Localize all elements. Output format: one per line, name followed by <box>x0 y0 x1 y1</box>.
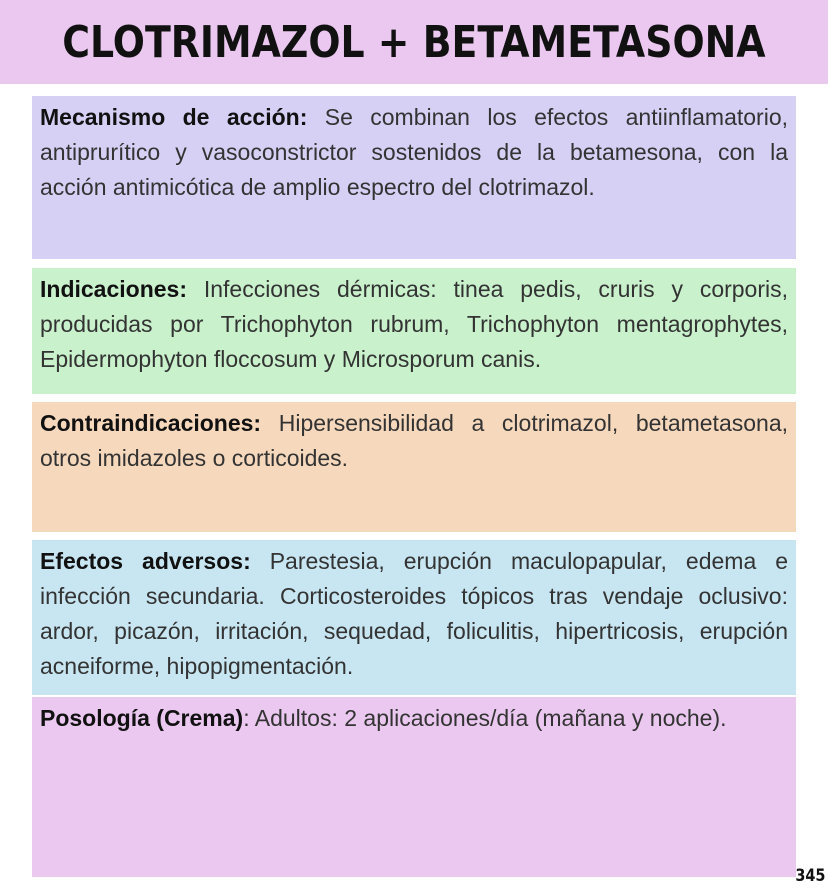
title-banner <box>0 0 828 84</box>
page-title: CLOTRIMAZOL + BETAMETASONA <box>62 16 766 68</box>
section-efectos-adversos <box>32 540 796 695</box>
section-body-contraindicaciones: Hipersensibilidad a clotrimazol, betametasona, otros imidazoles o corticoides. <box>40 410 789 471</box>
section-heading-mecanismo: Mecanismo de acción: <box>40 104 308 130</box>
section-heading-posologia: Posología (Crema) <box>40 705 244 731</box>
section-indicaciones <box>32 268 796 394</box>
section-heading-indicaciones: Indicaciones: <box>40 276 187 302</box>
section-posologia <box>32 697 796 877</box>
section-heading-contraindicaciones: Contraindicaciones: <box>40 410 262 436</box>
section-contraindicaciones <box>32 402 796 532</box>
page-number: 345 <box>794 866 825 886</box>
section-body-indicaciones: Infecciones dérmicas: tinea pedis, cruris y corporis, producidas por Trichophyton rubrum, Trichophyton mentagrophytes, Epidermophyton floccosum y Microsporum canis. <box>40 276 789 372</box>
section-body-efectos: Parestesia, erupción maculopapular, edema e infección secundaria. Corticosteroides tópicos tras vendaje oclusivo: ardor, picazón, irritación, sequedad, foliculitis, hipertricosis, erupción acneiforme, hipopigmentación. <box>40 548 789 679</box>
section-heading-efectos: Efectos adversos: <box>40 548 251 574</box>
section-body-mecanismo: Se combinan los efectos antiinflamatorio, antiprurítico y vasoconstrictor sostenidos de la betamesona, con la acción antimicótica de amplio espectro del clotrimazol. <box>40 104 788 200</box>
section-mecanismo <box>32 96 796 259</box>
section-body-posologia: : Adultos: 2 aplicaciones/día (mañana y noche). <box>243 705 727 731</box>
